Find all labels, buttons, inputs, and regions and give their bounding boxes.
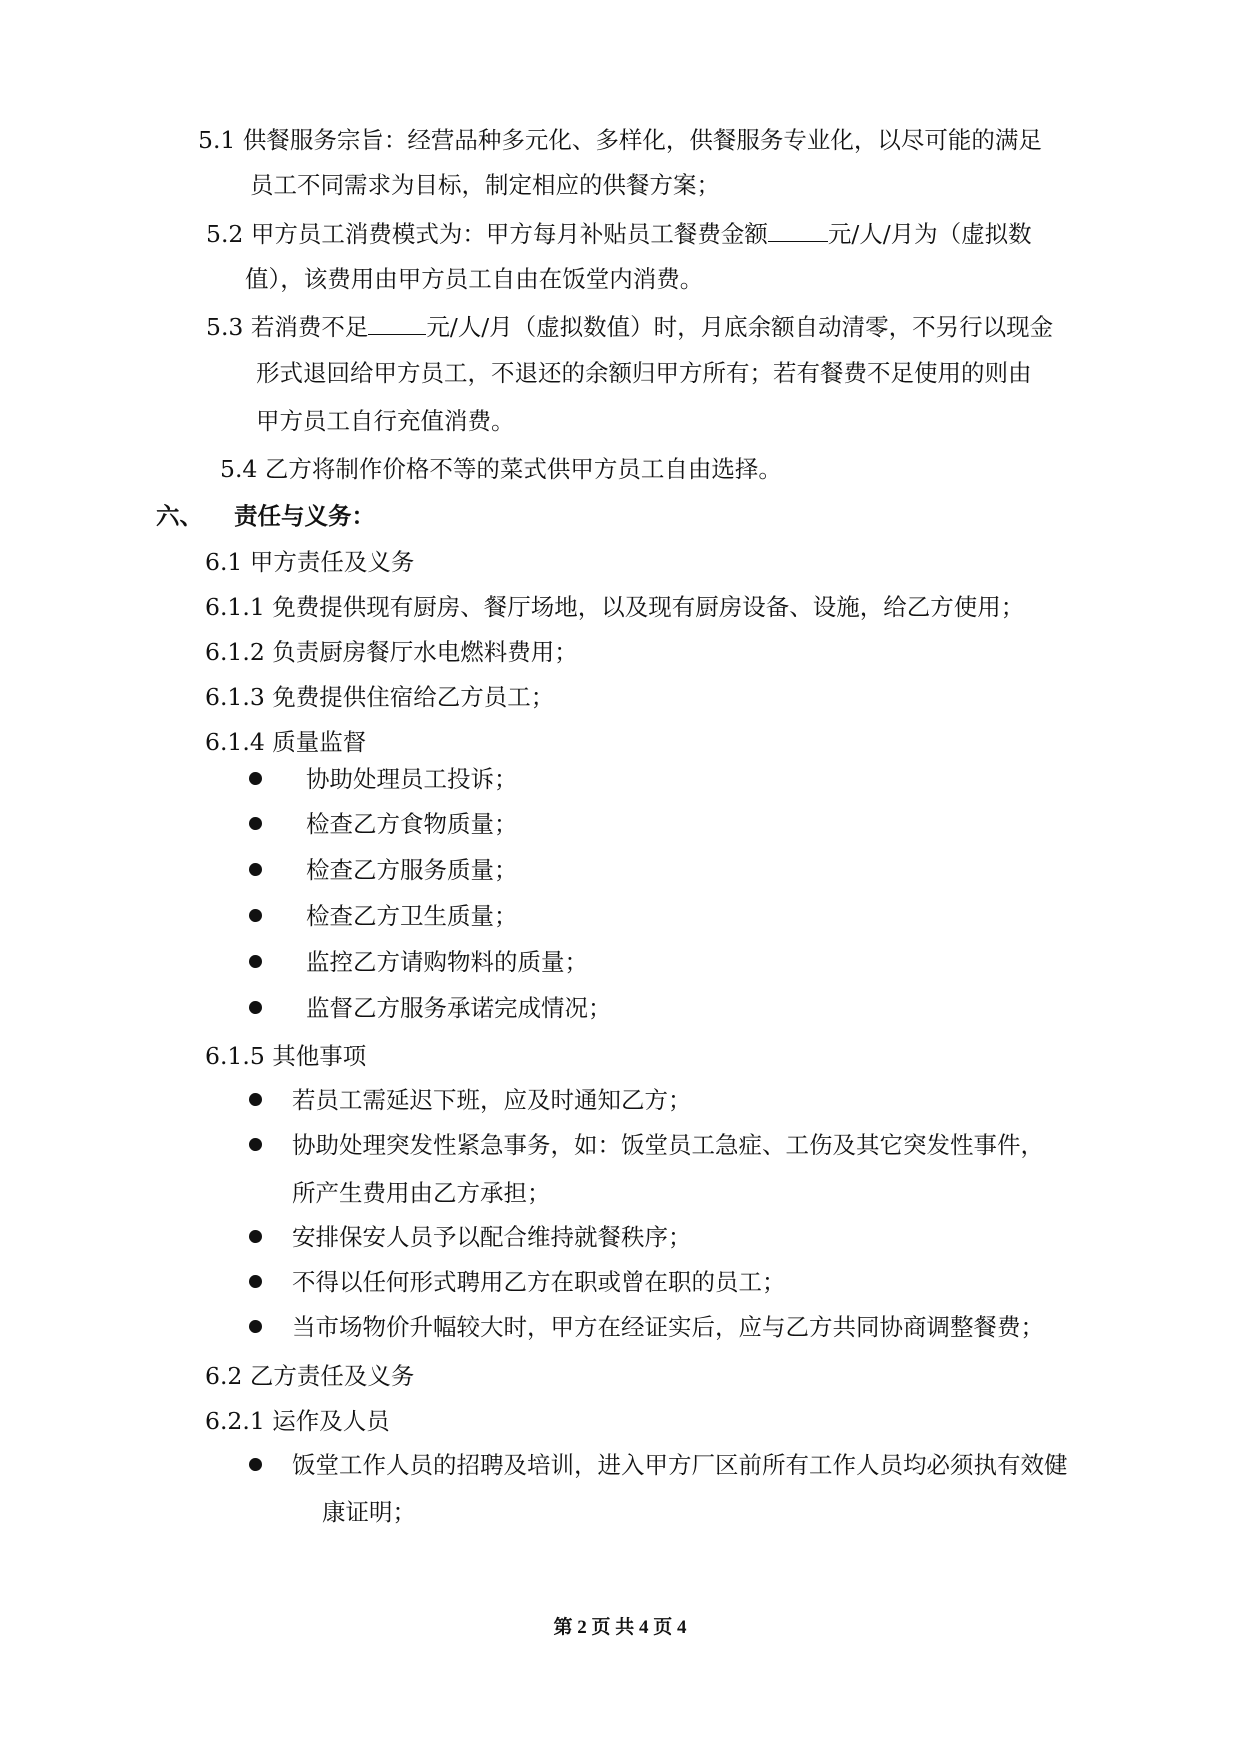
list-item-continuation: 康证明； <box>322 1498 416 1526</box>
bullet-icon <box>249 1230 262 1243</box>
list-item: 监控乙方请购物料的质量； <box>306 948 588 976</box>
item-5-2-text-before: 5.2 甲方员工消费模式为：甲方每月补贴员工餐费金额 <box>206 220 768 248</box>
item-5-3-line1 <box>206 312 1053 342</box>
item-5-3-text-before: 5.3 若消费不足 <box>206 313 369 341</box>
bullet-icon <box>249 955 262 968</box>
section-6-number: 六、 <box>156 502 203 530</box>
list-item: 检查乙方食物质量； <box>306 810 518 838</box>
item-5-3-line2: 形式退回给甲方员工，不退还的余额归甲方所有；若有餐费不足使用的则由 <box>256 359 1032 387</box>
item-5-2-line2: 值），该费用由甲方员工自由在饭堂内消费。 <box>245 265 704 293</box>
list-item: 不得以任何形式聘用乙方在职或曾在职的员工； <box>292 1268 786 1296</box>
s6-1-1: 6.1.1 免费提供现有厨房、餐厅场地，以及现有厨房设备、设施，给乙方使用； <box>205 593 1025 621</box>
item-5-1-line1: 5.1 供餐服务宗旨：经营品种多元化、多样化，供餐服务专业化，以尽可能的满足 <box>198 126 1042 154</box>
item-5-3-line3: 甲方员工自行充值消费。 <box>256 407 515 435</box>
bullet-icon <box>249 1275 262 1288</box>
bullet-icon <box>249 1093 262 1106</box>
bullet-icon <box>249 1320 262 1333</box>
s6-1-2: 6.1.2 负责厨房餐厅水电燃料费用； <box>205 638 578 666</box>
list-item: 协助处理员工投诉； <box>306 765 518 793</box>
amount-blank <box>368 312 426 335</box>
list-item: 协助处理突发性紧急事务，如：饭堂员工急症、工伤及其它突发性事件， <box>292 1131 1044 1159</box>
item-5-1-line2: 员工不同需求为目标，制定相应的供餐方案； <box>250 171 720 199</box>
section-6-title: 责任与义务： <box>234 502 375 530</box>
page-footer: 第 2 页 共 4 页 4 <box>553 1617 687 1638</box>
item-5-4: 5.4 乙方将制作价格不等的菜式供甲方员工自由选择。 <box>220 455 782 483</box>
section-6-heading <box>156 501 375 531</box>
list-item: 监督乙方服务承诺完成情况； <box>306 994 612 1022</box>
list-item: 安排保安人员予以配合维持就餐秩序； <box>292 1223 692 1251</box>
item-5-3-text-after: 元/人/月（虚拟数值）时，月底余额自动清零，不另行以现金 <box>426 313 1054 341</box>
s6-2-1: 6.2.1 运作及人员 <box>205 1407 390 1435</box>
bullet-icon <box>249 863 262 876</box>
list-item: 饭堂工作人员的招聘及培训，进入甲方厂区前所有工作人员均必须执有效健 <box>292 1451 1068 1479</box>
item-5-2-text-after: 元/人/月为（虚拟数 <box>827 220 1032 248</box>
bullet-icon <box>249 817 262 830</box>
bullet-icon <box>249 909 262 922</box>
list-item: 若员工需延迟下班，应及时通知乙方； <box>292 1086 692 1114</box>
list-item: 检查乙方卫生质量； <box>306 902 518 930</box>
s6-1-3: 6.1.3 免费提供住宿给乙方员工； <box>205 683 555 711</box>
bullet-icon <box>249 1138 262 1151</box>
bullet-icon <box>249 772 262 785</box>
s6-1-4: 6.1.4 质量监督 <box>205 728 367 756</box>
item-5-2-line1 <box>206 219 1032 249</box>
s6-2: 6.2 乙方责任及义务 <box>205 1362 415 1390</box>
list-item: 当市场物价升幅较大时，甲方在经证实后，应与乙方共同协商调整餐费； <box>292 1313 1044 1341</box>
amount-blank <box>768 219 828 242</box>
list-item-continuation: 所产生费用由乙方承担； <box>292 1179 551 1207</box>
s6-1-5: 6.1.5 其他事项 <box>205 1042 367 1070</box>
bullet-icon <box>249 1001 262 1014</box>
s6-1: 6.1 甲方责任及义务 <box>205 548 415 576</box>
list-item: 检查乙方服务质量； <box>306 856 518 884</box>
bullet-icon <box>249 1458 262 1471</box>
